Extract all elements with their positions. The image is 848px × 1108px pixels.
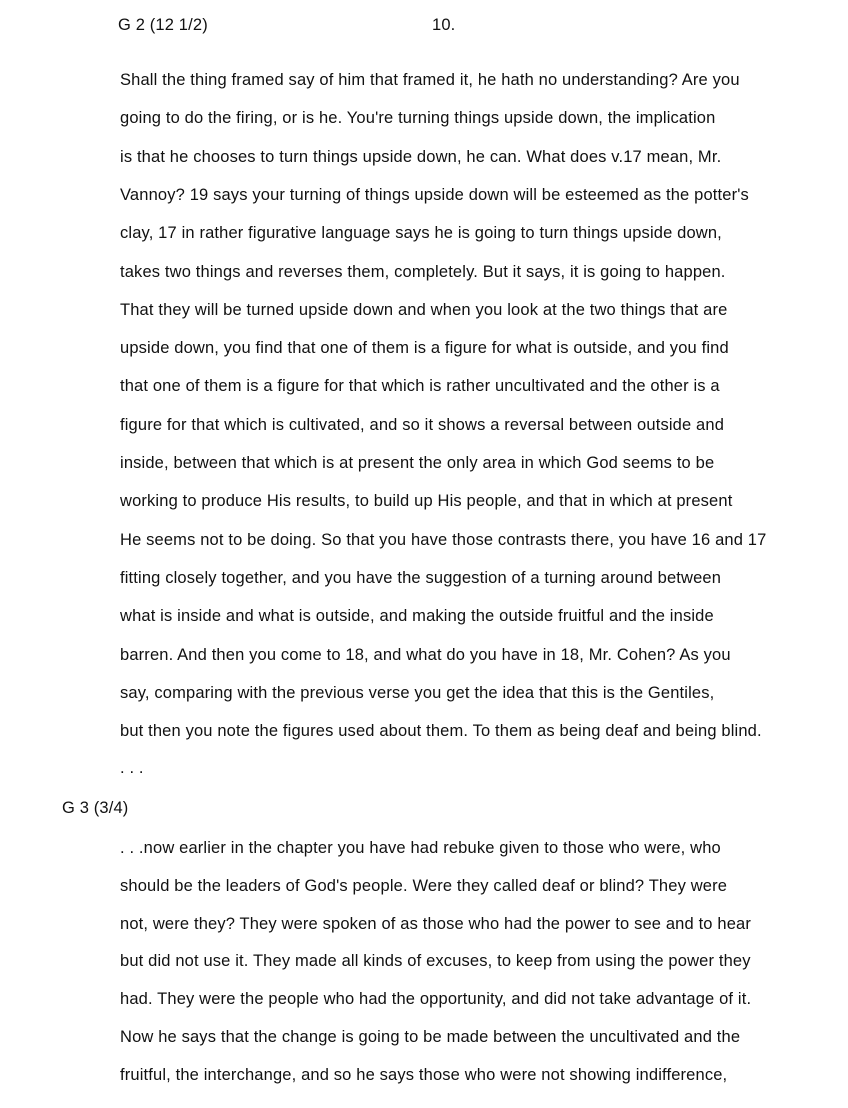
text-line: Now he says that the change is going to be made between the uncultivated and the [120, 1028, 741, 1046]
text-line: figure for that which is cultivated, and so it shows a reversal between outside and [120, 415, 725, 434]
text-line: not, were they? They were spoken of as those who had the power to see and to hear [120, 914, 751, 933]
text-line: fruitful, the interchange, and so he says those who were not showing indifference, [120, 1065, 728, 1084]
section-heading: G 3 (3/4) [62, 799, 129, 817]
text-line: barren. And then you come to 18, and what do you have in 18, Mr. Cohen? As you [120, 645, 731, 664]
text-line: clay, 17 in rather figurative language says he is going to turn things upside down, [120, 224, 722, 243]
text-line: going to do the firing, or is he. You're turning things upside down, the implication [120, 109, 716, 128]
text-line: Vannoy? 19 says your turning of things upside down will be esteemed as the potter's [120, 185, 749, 204]
text-line: takes two things and reverses them, completely. But it says, it is going to happen. [120, 262, 726, 281]
text-line: Shall the thing framed say of him that framed it, he hath no understanding? Are you [120, 71, 740, 89]
text-line: but then you note the figures used about them. To them as being deaf and being blind. [120, 722, 762, 741]
text-line: fitting closely together, and you have the suggestion of a turning around between [120, 568, 722, 587]
text-line: that one of them is a figure for that which is rather uncultivated and the other is a [120, 377, 720, 396]
text-line: He seems not to be doing. So that you have those contrasts there, you have 16 and 17 [120, 530, 767, 549]
ellipsis: . . . [120, 759, 144, 777]
text-line: That they will be turned upside down and when you look at the two things that are [120, 300, 728, 319]
text-line: working to produce His results, to build up His people, and that in which at present [120, 492, 733, 511]
text-line: upside down, you find that one of them is a figure for what is outside, and you find [120, 339, 729, 358]
text-line: . . .now earlier in the chapter you have had rebuke given to those who were, who [120, 839, 721, 857]
text-line: say, comparing with the previous verse you get the idea that this is the Gentiles, [120, 683, 715, 702]
text-line: but did not use it. They made all kinds of excuses, to keep from using the power they [120, 952, 751, 971]
text-line: should be the leaders of God's people. Were they called deaf or blind? They were [120, 876, 728, 895]
text-line: what is inside and what is outside, and making the outside fruitful and the inside [120, 607, 714, 626]
text-line: is that he chooses to turn things upside down, he can. What does v.17 mean, Mr. [120, 147, 722, 166]
page-number: 10. [432, 16, 456, 34]
section-marker: G 2 (12 1/2) [118, 16, 208, 34]
text-line: inside, between that which is at present the only area in which God seems to be [120, 454, 715, 472]
text-line: had. They were the people who had the opportunity, and did not take advantage of it. [120, 990, 752, 1009]
